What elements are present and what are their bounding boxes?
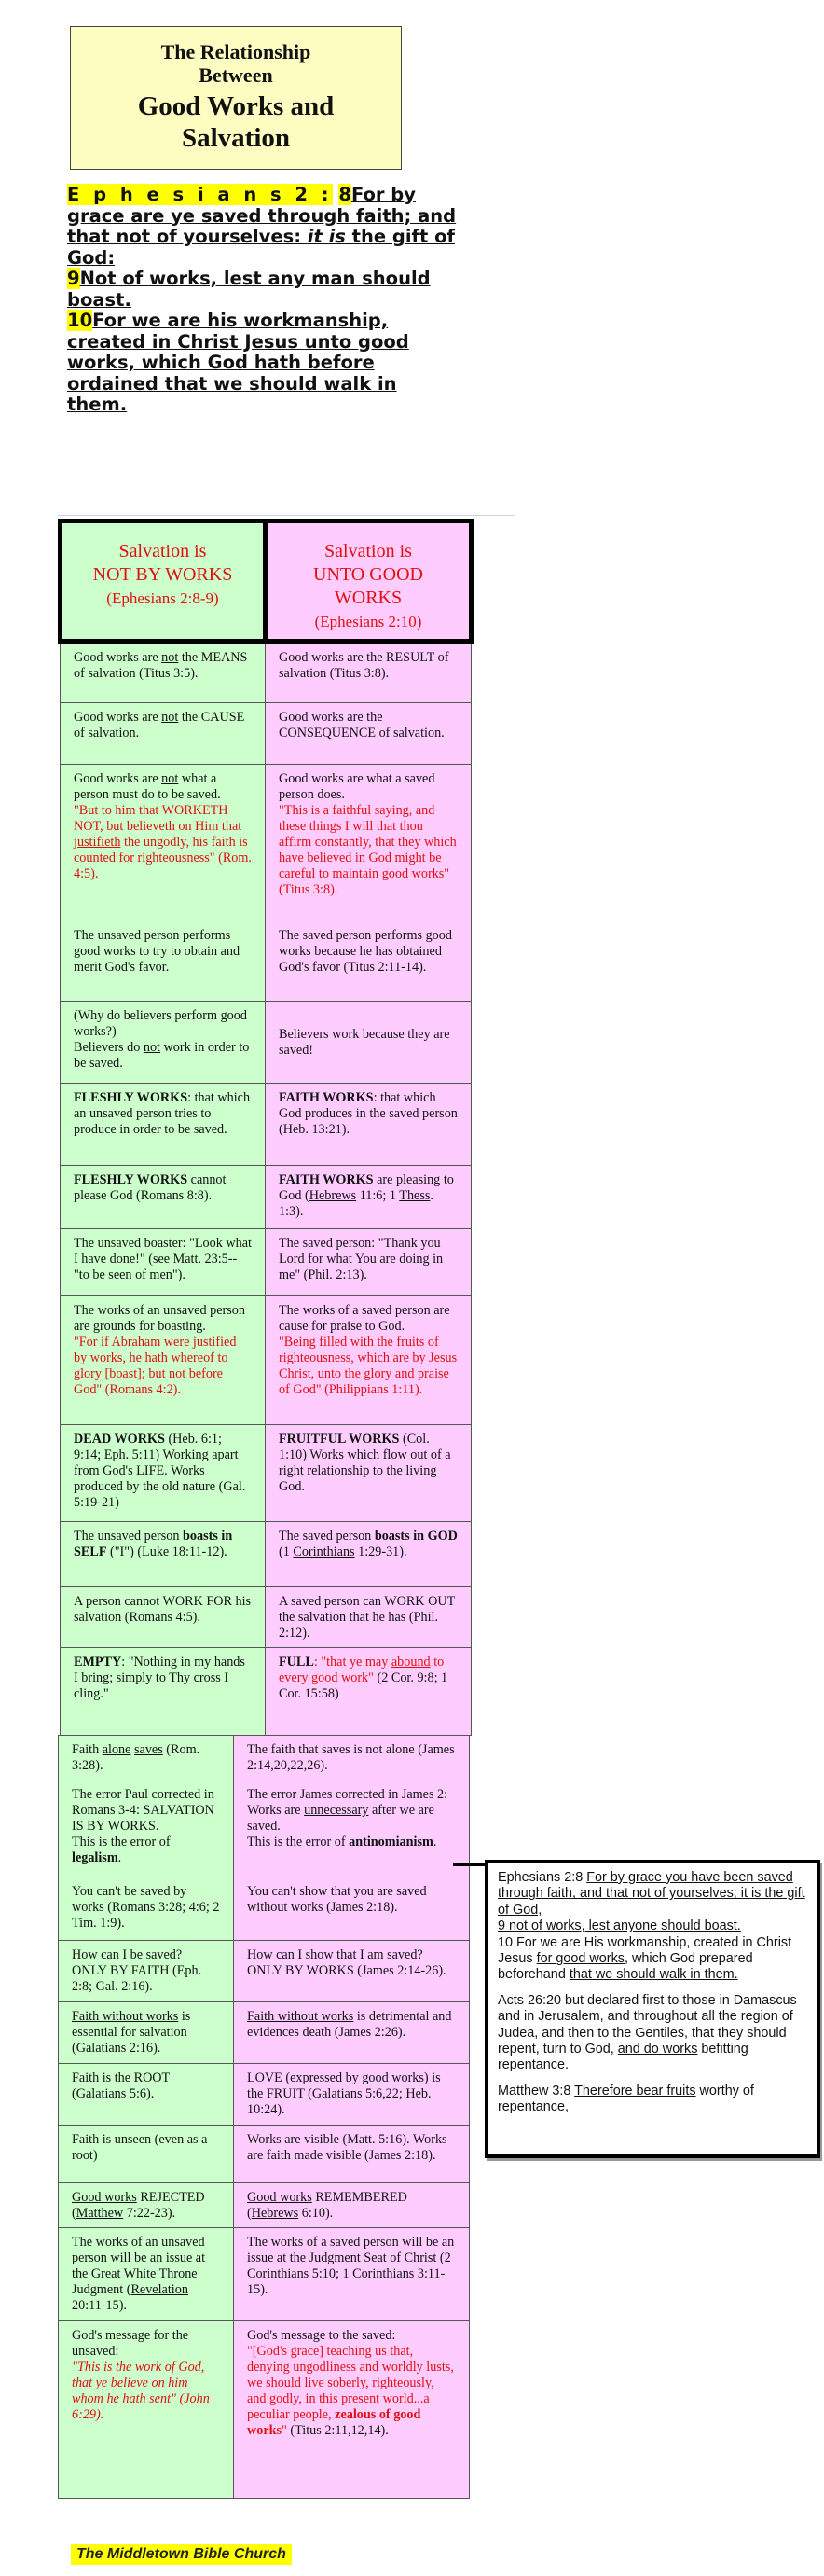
cell-right: LOVE (expressed by good works) is the FRUIT (Galatians 5:6,22; Heb. 10:24).	[234, 2064, 470, 2126]
cell-left: How can I be saved? ONLY BY FAITH (Eph. 2:8; Gal. 2:16).	[59, 1941, 234, 2002]
cell-right: God's message to the saved: "[God's grace] teaching us that, denying ungodliness and worldly lusts, we should live soberly, righteously, and godly, in this present world...a peculiar people, zealous of good works" (Titus 2:11,12,14).	[234, 2321, 470, 2499]
note-ephesians: Ephesians 2:8 For by grace you have been saved through faith, and that not of yourselves; it is the gift of God, 9 not of works, lest anyone should boast. 10 For we are His workmanship, created in Christ Jesus for good works, which God prepared beforehand that we should walk in them.	[498, 1870, 805, 1983]
cell-left: Faith alone saves (Rom. 3:28).	[59, 1736, 234, 1780]
cell-left: FLESHLY WORKS cannot please God (Romans 8:8).	[61, 1166, 266, 1229]
title-line-2: Between	[199, 63, 273, 87]
cell-right: Good works are the RESULT of salvation (Titus 3:8).	[266, 642, 472, 703]
verse-8-italic: it is	[307, 226, 346, 247]
table-row	[61, 642, 472, 703]
table-row	[61, 703, 472, 765]
header-right-line2: UNTO GOOD	[313, 564, 423, 585]
table-row	[59, 1941, 470, 2002]
verse-ref: E p h e s i a n s 2 :	[67, 184, 333, 205]
cell-right: FAITH WORKS: that which God produces in the saved person (Heb. 13:21).	[266, 1084, 472, 1166]
verse-8-text-b: the gift of God:	[67, 226, 456, 269]
cell-left: DEAD WORKS (Heb. 6:1; 9:14; Eph. 5:11) Working apart from God's LIFE. Works produced by the old nature (Gal. 5:19-21)	[61, 1425, 266, 1522]
cell-left: The unsaved boaster: "Look what I have done!" (see Matt. 23:5--"to be seen of men").	[61, 1229, 266, 1296]
cell-right: FRUITFUL WORKS (Col. 1:10) Works which flow out of a right relationship to the living God.	[266, 1425, 472, 1522]
note-acts: Acts 26:20 but declared first to those in Damascus and in Jerusalem, and throughout all the region of Judea, and then to the Gentiles, that they should repent, turn to God, and do works befitting repentance.	[498, 1992, 797, 2073]
cell-left: You can't be saved by works (Romans 3:28; 4:6; 2 Tim. 1:9).	[59, 1877, 234, 1941]
cell-left: A person cannot WORK FOR his salvation (Romans 4:5).	[61, 1587, 266, 1648]
cell-right: You can't show that you are saved without works (James 2:18).	[234, 1877, 470, 1941]
header-left-ref: (Ephesians 2:8-9)	[106, 589, 219, 607]
verse-10-text: For we are his workmanship, created in Christ Jesus unto good works, which God hath before ordained that we should walk in them.	[67, 310, 409, 415]
table-row	[61, 1587, 472, 1648]
cell-left: The works of an unsaved person will be an issue at the Great White Throne Judgment (Revelation 20:11-15).	[59, 2228, 234, 2321]
table-row	[59, 1780, 470, 1877]
table-row	[61, 1229, 472, 1296]
cell-right: The saved person performs good works because he has obtained God's favor (Titus 2:11-14).	[266, 921, 472, 1002]
cell-left: Good works REJECTED (Matthew 7:22-23).	[59, 2183, 234, 2228]
table-row	[61, 1166, 472, 1229]
cell-left: The works of an unsaved person are grounds for boasting. "For if Abraham were justified by works, he hath whereof to glory [boast]; but not before God" (Romans 4:2).	[61, 1296, 266, 1425]
table-row	[59, 1877, 470, 1941]
table-row	[61, 1425, 472, 1522]
cell-right: Good works REMEMBERED (Hebrews 6:10).	[234, 2183, 470, 2228]
verse-8-text-a: For by grace are ye saved through faith; and that not of yourselves:	[67, 184, 457, 247]
separator-line	[58, 515, 515, 516]
cell-right: Good works are the CONSEQUENCE of salvation.	[266, 703, 472, 765]
table-row	[61, 1084, 472, 1166]
verse-9-num: 9	[67, 268, 80, 289]
cell-right: Faith without works is detrimental and evidences death (James 2:26).	[234, 2002, 470, 2064]
cell-right: The faith that saves is not alone (James 2:14,20,22,26).	[234, 1736, 470, 1780]
callout-connector-line	[453, 1863, 487, 1866]
title-box	[70, 26, 402, 170]
cell-right: The saved person: "Thank you Lord for what You are doing in me" (Phil. 2:13).	[266, 1229, 472, 1296]
cell-left: (Why do believers perform good works?) Believers do not work in order to be saved.	[61, 1002, 266, 1084]
verse-9-text: Not of works, lest any man should boast.	[67, 268, 431, 311]
cell-left: The unsaved person boasts in SELF ("I") (Luke 18:11-12).	[61, 1522, 266, 1587]
cell-right: The works of a saved person are cause for praise to God. "Being filled with the fruits of righteousness, which are by Jesus Christ, unto the glory and praise of God" (Philippians 1:11).	[266, 1296, 472, 1425]
header-not-by-works	[61, 521, 266, 642]
title-line-1: The Relationship	[160, 40, 311, 63]
cell-right: How can I show that I am saved? ONLY BY WORKS (James 2:14-26).	[234, 1941, 470, 2002]
cell-right: Believers work because they are saved!	[266, 1002, 472, 1084]
cell-left: Faith is unseen (even as a root)	[59, 2126, 234, 2183]
table-row	[61, 1002, 472, 1084]
cell-right: FAITH WORKS are pleasing to God (Hebrews 11:6; 1 Thess. 1:3).	[266, 1166, 472, 1229]
title-line-4: Salvation	[181, 123, 291, 153]
header-left-line1: Salvation is	[118, 541, 207, 561]
header-unto-good-works	[266, 521, 472, 642]
table-row	[61, 1648, 472, 1736]
cell-left: FLESHLY WORKS: that which an unsaved person tries to produce in order to be saved.	[61, 1084, 266, 1166]
ephesians-verse	[67, 185, 459, 416]
cell-right: The works of a saved person will be an issue at the Judgment Seat of Christ (2 Corinthians 5:10; 1 Corinthians 3:11-15).	[234, 2228, 470, 2321]
verse-8-num: 8	[338, 184, 351, 205]
header-left-line2: NOT BY WORKS	[92, 564, 233, 585]
cell-left: Good works are not what a person must do to be saved. "But to him that WORKETH NOT, but believeth on Him that justifieth the ungodly, his faith is counted for righteousness" (Rom. 4:5).	[61, 765, 266, 921]
cell-right: FULL: "that ye may abound to every good work" (2 Cor. 9:8; 1 Cor. 15:58)	[266, 1648, 472, 1736]
verse-10-num: 10	[67, 310, 93, 331]
cell-left: Faith is the ROOT (Galatians 5:6).	[59, 2064, 234, 2126]
cell-left: The error Paul corrected in Romans 3-4: SALVATION IS BY WORKS. This is the error of legalism.	[59, 1780, 234, 1877]
table-row	[59, 2183, 470, 2228]
note-matthew: Matthew 3:8 Therefore bear fruits worthy of repentance,	[498, 2083, 754, 2115]
cell-left: Faith without works is essential for salvation (Galatians 2:16).	[59, 2002, 234, 2064]
cell-right: Works are visible (Matt. 5:16). Works are faith made visible (James 2:18).	[234, 2126, 470, 2183]
scripture-note-box	[485, 1860, 820, 2158]
table-row	[61, 1296, 472, 1425]
cell-left: God's message for the unsaved: "This is the work of God, that ye believe on him whom he hath sent" (John 6:29).	[59, 2321, 234, 2499]
cell-left: Good works are not the CAUSE of salvation.	[61, 703, 266, 765]
cell-left: EMPTY: "Nothing in my hands I bring; simply to Thy cross I cling."	[61, 1648, 266, 1736]
header-right-line3: WORKS	[334, 588, 403, 608]
comparison-table-1	[58, 519, 474, 1736]
cell-left: The unsaved person performs good works to try to obtain and merit God's favor.	[61, 921, 266, 1002]
table-row	[59, 2064, 470, 2126]
footer-church-name: The Middletown Bible Church	[71, 2544, 292, 2565]
cell-right: The saved person boasts in GOD (1 Corinthians 1:29-31).	[266, 1522, 472, 1587]
table-row	[59, 1736, 470, 1780]
cell-right: A saved person can WORK OUT the salvation that he has (Phil. 2:12).	[266, 1587, 472, 1648]
table-row	[59, 2002, 470, 2064]
header-right-line1: Salvation is	[324, 541, 412, 561]
cell-right: The error James corrected in James 2: Works are unnecessary after we are saved. This is the error of antinomianism.	[234, 1780, 470, 1877]
table-header-row	[61, 521, 472, 642]
header-right-ref: (Ephesians 2:10)	[314, 613, 422, 630]
table-row	[61, 921, 472, 1002]
title-line-3: Good Works and	[137, 91, 335, 121]
table-row	[59, 2228, 470, 2321]
table-row	[59, 2126, 470, 2183]
table-row	[59, 2321, 470, 2499]
table-row	[61, 1522, 472, 1587]
cell-left: Good works are not the MEANS of salvation (Titus 3:5).	[61, 642, 266, 703]
table-row	[61, 765, 472, 921]
cell-right: Good works are what a saved person does. "This is a faithful saying, and these things I will that thou affirm constantly, that they which have believed in God might be careful to maintain good works" (Titus 3:8).	[266, 765, 472, 921]
comparison-table-2	[58, 1735, 470, 2499]
